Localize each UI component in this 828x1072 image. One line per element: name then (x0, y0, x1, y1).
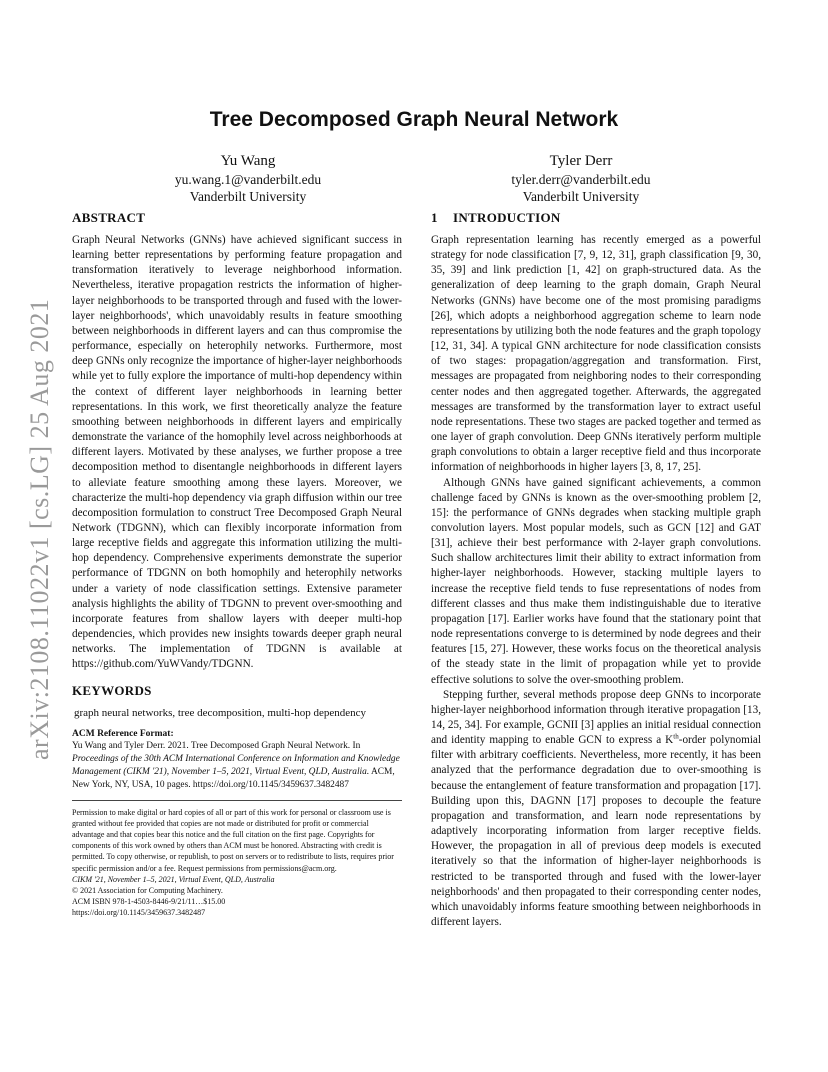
keywords-text: graph neural networks, tree decomposition, multi-hop dependency (74, 706, 367, 719)
keywords-heading: KEYWORDS (72, 682, 152, 698)
introduction-heading (431, 210, 761, 228)
intro-paragraph-3-a: Stepping further, several methods propose deep GNNs to incorporate higher-layer neighborhood information through iterative propagation [13, 14, 25, 34]. For example, GCNII [3] applies an initial residual connection and identity mapping to enable GCN to express a K (431, 688, 761, 747)
author-affiliation: Vanderbilt University (189, 189, 307, 204)
permission-divider (72, 800, 402, 801)
acm-reference-tail[interactable]: ACM, New York, NY, USA, 10 pages. https://doi.org/10.1145/3459637.3482487 (72, 766, 395, 790)
author-email[interactable]: tyler.derr@vanderbilt.edu (511, 172, 651, 187)
author-block-2 (431, 152, 731, 205)
intro-paragraph-1: Graph representation learning has recently emerged as a powerful strategy for node classification [7, 9, 12, 31], graph classification [9, 30, 35, 39] and link prediction [1, 42] on graph-structured data. As the generalization of deep learning to the graph domain, Graph Neural Networks (GNNs) have become one of the most promising paradigms [26], which adopts a neighborhood aggregation scheme to learn node representations by utilizing both the node features and the graph topology [12, 31, 34]. A typical GNN architecture for node classification consists of two stages: propagation/aggregation and transformation. First, messages are propagated from neighboring nodes to their corresponding center nodes and then aggregated together. Afterwards, the aggregated messages are transformed by the transformation layer to extract useful node representations. These two stages are packed together and termed as one layer of graph convolution. Deep GNNs iteratively perform multiple graph convolutions to obtain a larger receptive field and thus incorporate information of neighborhoods in higher layers [3, 8, 17, 25]. (431, 234, 761, 474)
intro-paragraph-2: Although GNNs have gained significant achievements, a common challenge faced by GNNs is known as the over-smoothing problem [2, 15]: the performance of GNNs degrades when stacking multiple graph convolution layers. Most popular models, such as GCN [12] and GAT [31], achieve their best performance with 2-layer graph convolutions. Such shallow architectures limit their ability to extract information from higher-layer neighborhoods. However, stacking multiple layers to increase the receptive field tends to fuse representations of nodes from different classes and thus make them indistinguishable due to iterative propagation [17]. Earlier works have found that the stationary point that node representations converge to is determined by node degrees and their features [15, 27]. However, these works focus on the theoretical analysis of the steady state in the limit of propagation while yet to provide effective solutions to solve the over-smoothing problem. (431, 476, 761, 686)
superscript-th: th (673, 732, 679, 741)
copyright-line: © 2021 Association for Computing Machinery. (72, 885, 223, 895)
isbn-line: ACM ISBN 978-1-4503-8446-9/21/11…$15.00 (72, 897, 226, 907)
abstract-text: Graph Neural Networks (GNNs) have achieved significant success in learning better representations by performing feature propagation and transformation iteratively to leverage neighborhood information. Nevertheless, iterative propagation restricts the information of higher-layer neighborhoods to be transported through and fused with the lower-layer neighborhoods', which unavoidably results in feature smoothing between neighborhoods in different layers and can thus compromise the performance, especially on heterophily networks. Furthermore, most deep GNNs only recognize the importance of higher-layer neighborhoods while yet to fully explore the importance of multi-hop dependency within the context of different layer neighborhoods in learning better representations. In this work, we first theoretically analyze the feature smoothing between neighborhoods in different layers and empirically demonstrate the variance of the homophily level across neighborhoods at different layers. Motivated by these analyses, we further propose a tree decomposition method to disentangle neighborhoods in different layers to alleviate feature smoothing among these layers. Moreover, we characterize the multi-hop dependency via graph diffusion within our tree decomposition formulation to construct Tree Decomposed Graph Neural Network (TDGNN), which can flexibly incorporate information from large receptive fields and aggregate this information utilizing the multi-hop dependency. Comprehensive experiments demonstrate the superior performance of TDGNN on both homophily and heterophily networks under a variety of node classification settings. Extensive parameter analysis highlights the ability of TDGNN to prevent over-smoothing and incorporate features from shallow layers with deeper multi-hop dependencies, which provides new insights towards deeper graph neural networks. The implementation of TDGNN is available at https://github.com/YuWVandy/TDGNN. (72, 234, 403, 671)
left-column (72, 210, 402, 919)
section-number: 1 (431, 210, 438, 225)
author-name: Tyler Derr (549, 153, 613, 169)
intro-paragraph-3-b: -order polynomial filter with arbitrary coefficients. Nevertheless, more recently, it has been analyzed that the performance degradation due to over-smoothing is because the entanglement of feature transformation and propagation [17]. Building upon this, DAGNN [17] proposes to decouple the feature propagation and transformation, and learn node representations by adaptively incorporating information from larger receptive fields. However, the propagation in all of previous deep models is executed iteratively so that the information of higher-layer neighborhoods is restricted to be transported through and fused with the lower-layer neighborhoods' and then propagated to their corresponding center nodes, which unavoidably informs feature smoothing between neighborhoods in different layers. (431, 734, 762, 929)
acm-reference-heading: ACM Reference Format: (72, 728, 174, 739)
abstract-heading: ABSTRACT (72, 210, 146, 225)
acm-reference-text (72, 740, 402, 792)
acm-reference-proceedings: Proceedings of the 30th ACM International Conference on Information and Knowledge Management (CIKM '21), November 1–5, 2021, Virtual Event, QLD, Australia. (72, 753, 400, 777)
author-affiliation: Vanderbilt University (522, 189, 640, 204)
conference-line: CIKM '21, November 1–5, 2021, Virtual Event, QLD, Australia (72, 874, 275, 884)
intro-paragraph-3 (431, 688, 761, 931)
acm-reference-plain: Yu Wang and Tyler Derr. 2021. Tree Decomposed Graph Neural Network. In (72, 740, 361, 751)
section-title: INTRODUCTION (453, 210, 561, 225)
arxiv-identifier: arXiv:2108.11022v1 [cs.LG] 25 Aug 2021 (25, 298, 54, 760)
author-email[interactable]: yu.wang.1@vanderbilt.edu (174, 172, 322, 187)
right-column (431, 210, 761, 930)
author-name: Yu Wang (220, 153, 276, 169)
author-block-1 (98, 152, 398, 205)
paper-title: Tree Decomposed Graph Neural Network (209, 108, 619, 131)
doi-link[interactable]: https://doi.org/10.1145/3459637.3482487 (72, 908, 206, 918)
permission-notice: Permission to make digital or hard copies of all or part of this work for personal or classroom use is granted without fee provided that copies are not made or distributed for profit or commercial advantage and that copies bear this notice and the full citation on the first page. Copyrights for components of this work owned by others than ACM must be honored. Abstracting with credit is permitted. To copy otherwise, or republish, to post on servers or to redistribute to lists, requires prior specific permission and/or a fee. Request permissions from permissions@acm.org. (72, 807, 394, 873)
